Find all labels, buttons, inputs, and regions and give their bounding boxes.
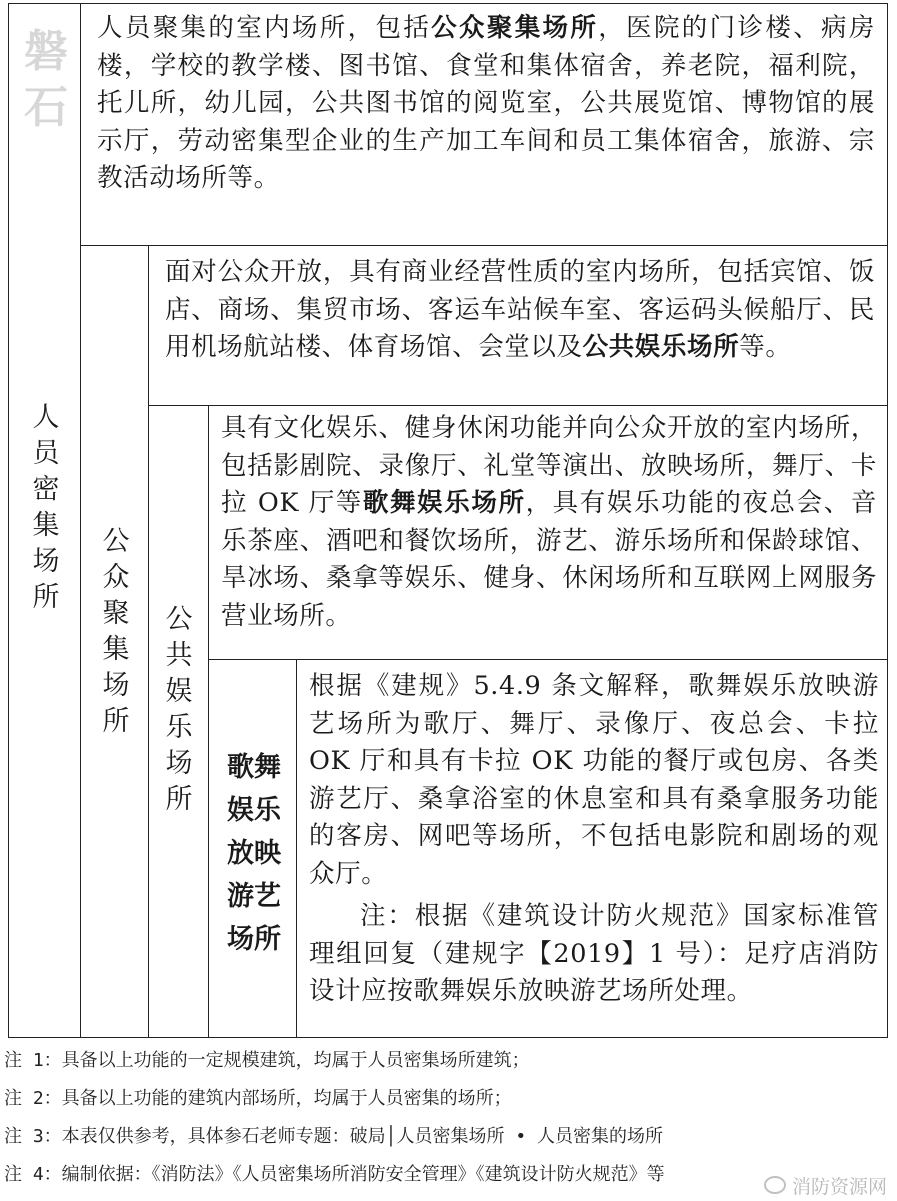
row2-text-bold: 公共娱乐场所 [582,332,740,362]
row2-text-a: 面对公众开放，具有商业经营性质的室内场所，包括宾馆、饭店、商场、集贸市场、客运车站候车室、客运码头候船厅、民用机场航站楼、体育场馆、会堂以及 [165,257,875,362]
label-song-dance: 歌舞娱乐放映游艺场所 [227,752,281,955]
label-personnel-dense: 人员密集场所 [32,402,60,613]
row1-text-a: 人员聚集的室内场所，包括 [97,13,432,43]
row1-text-c: ，医院的门诊楼、病房楼，学校的教学楼、图书馆、食堂和集体宿舍，养老院，福利院，托儿所，幼儿园，公共图书馆的阅览室，公共展览馆、博物馆的展示厅，劳动密集型企业的生产加工车间和员工集体宿舍，旅游、宗教活动场所等。 [97,13,875,193]
note-3: 注 3：本表仅供参考，具体参石老师专题：破局│人员密集场所 • 人员密集的场所 [4,1126,664,1147]
note-4: 注 4：编制依据：《消防法》《人员密集场所消防安全管理》《建筑设计防火规范》等 [4,1164,665,1185]
row1-text-bold: 公众聚集场所 [431,13,599,43]
label-public-gathering: 公众聚集场所 [102,526,130,737]
row3-text-c: ，具有娱乐功能的夜总会、音乐茶座、酒吧和餐饮场所，游艺、游乐场所和保龄球馆、旱冰场、桑拿等娱乐、健身、休闲场所和互联网上网服务营业场所。 [221,488,877,631]
cell-public-gathering [80,245,150,1038]
row3-text-a: 具有文化娱乐、健身休闲功能并向公众开放的室内场所，包括影剧院、录像厅、礼堂等演出、放映场所，舞厅、卡拉 OK 厅等 [221,413,877,518]
cell-public-entertainment [148,405,210,1038]
note-2: 注 2：具备以上功能的建筑内部场所，均属于人员密集的场所； [4,1088,512,1109]
stamp-watermark: 磐石 [24,26,68,133]
cell-row3 [208,405,888,661]
row3-text-bold: 歌舞娱乐场所 [362,488,526,518]
text-song-dance-def: 根据《建规》5.4.9 条文解释，歌舞娱乐放映游艺场所为歌厅、舞厅、录像厅、夜总会、卡拉 OK 厅和具有卡拉 OK 功能的餐厅或包房、各类游艺厅、桑拿浴室的休息室和具有桑拿服务功能的客房、网吧等场所，不包括电影院和剧场的观众厅。 [309,671,879,889]
text-public-entertainment-def [221,410,877,635]
cell-song-dance [208,659,298,1038]
cell-row1 [80,3,888,247]
wechat-icon [764,1176,786,1194]
text-song-dance-note: 注：根据《建筑设计防火规范》国家标准管理组回复（建规字【2019】1 号）：足疗店消防设计应按歌舞娱乐放映游艺场所处理。 [309,901,879,1006]
watermark-text: 消防资源网 [791,1175,887,1198]
cell-row2 [148,245,888,407]
label-public-entertainment: 公共娱乐场所 [165,604,193,815]
cell-personnel-dense [8,3,82,1038]
watermark [764,1170,887,1200]
text-personnel-dense-def [97,10,875,198]
note-1: 注 1：具备以上功能的一定规模建筑，均属于人员密集场所建筑； [4,1050,530,1071]
cell-row4 [296,659,888,1038]
classification-table [8,3,888,1038]
text-public-gathering-def [165,254,875,367]
row2-text-c: 等。 [739,332,792,362]
footnotes [4,1042,889,1194]
